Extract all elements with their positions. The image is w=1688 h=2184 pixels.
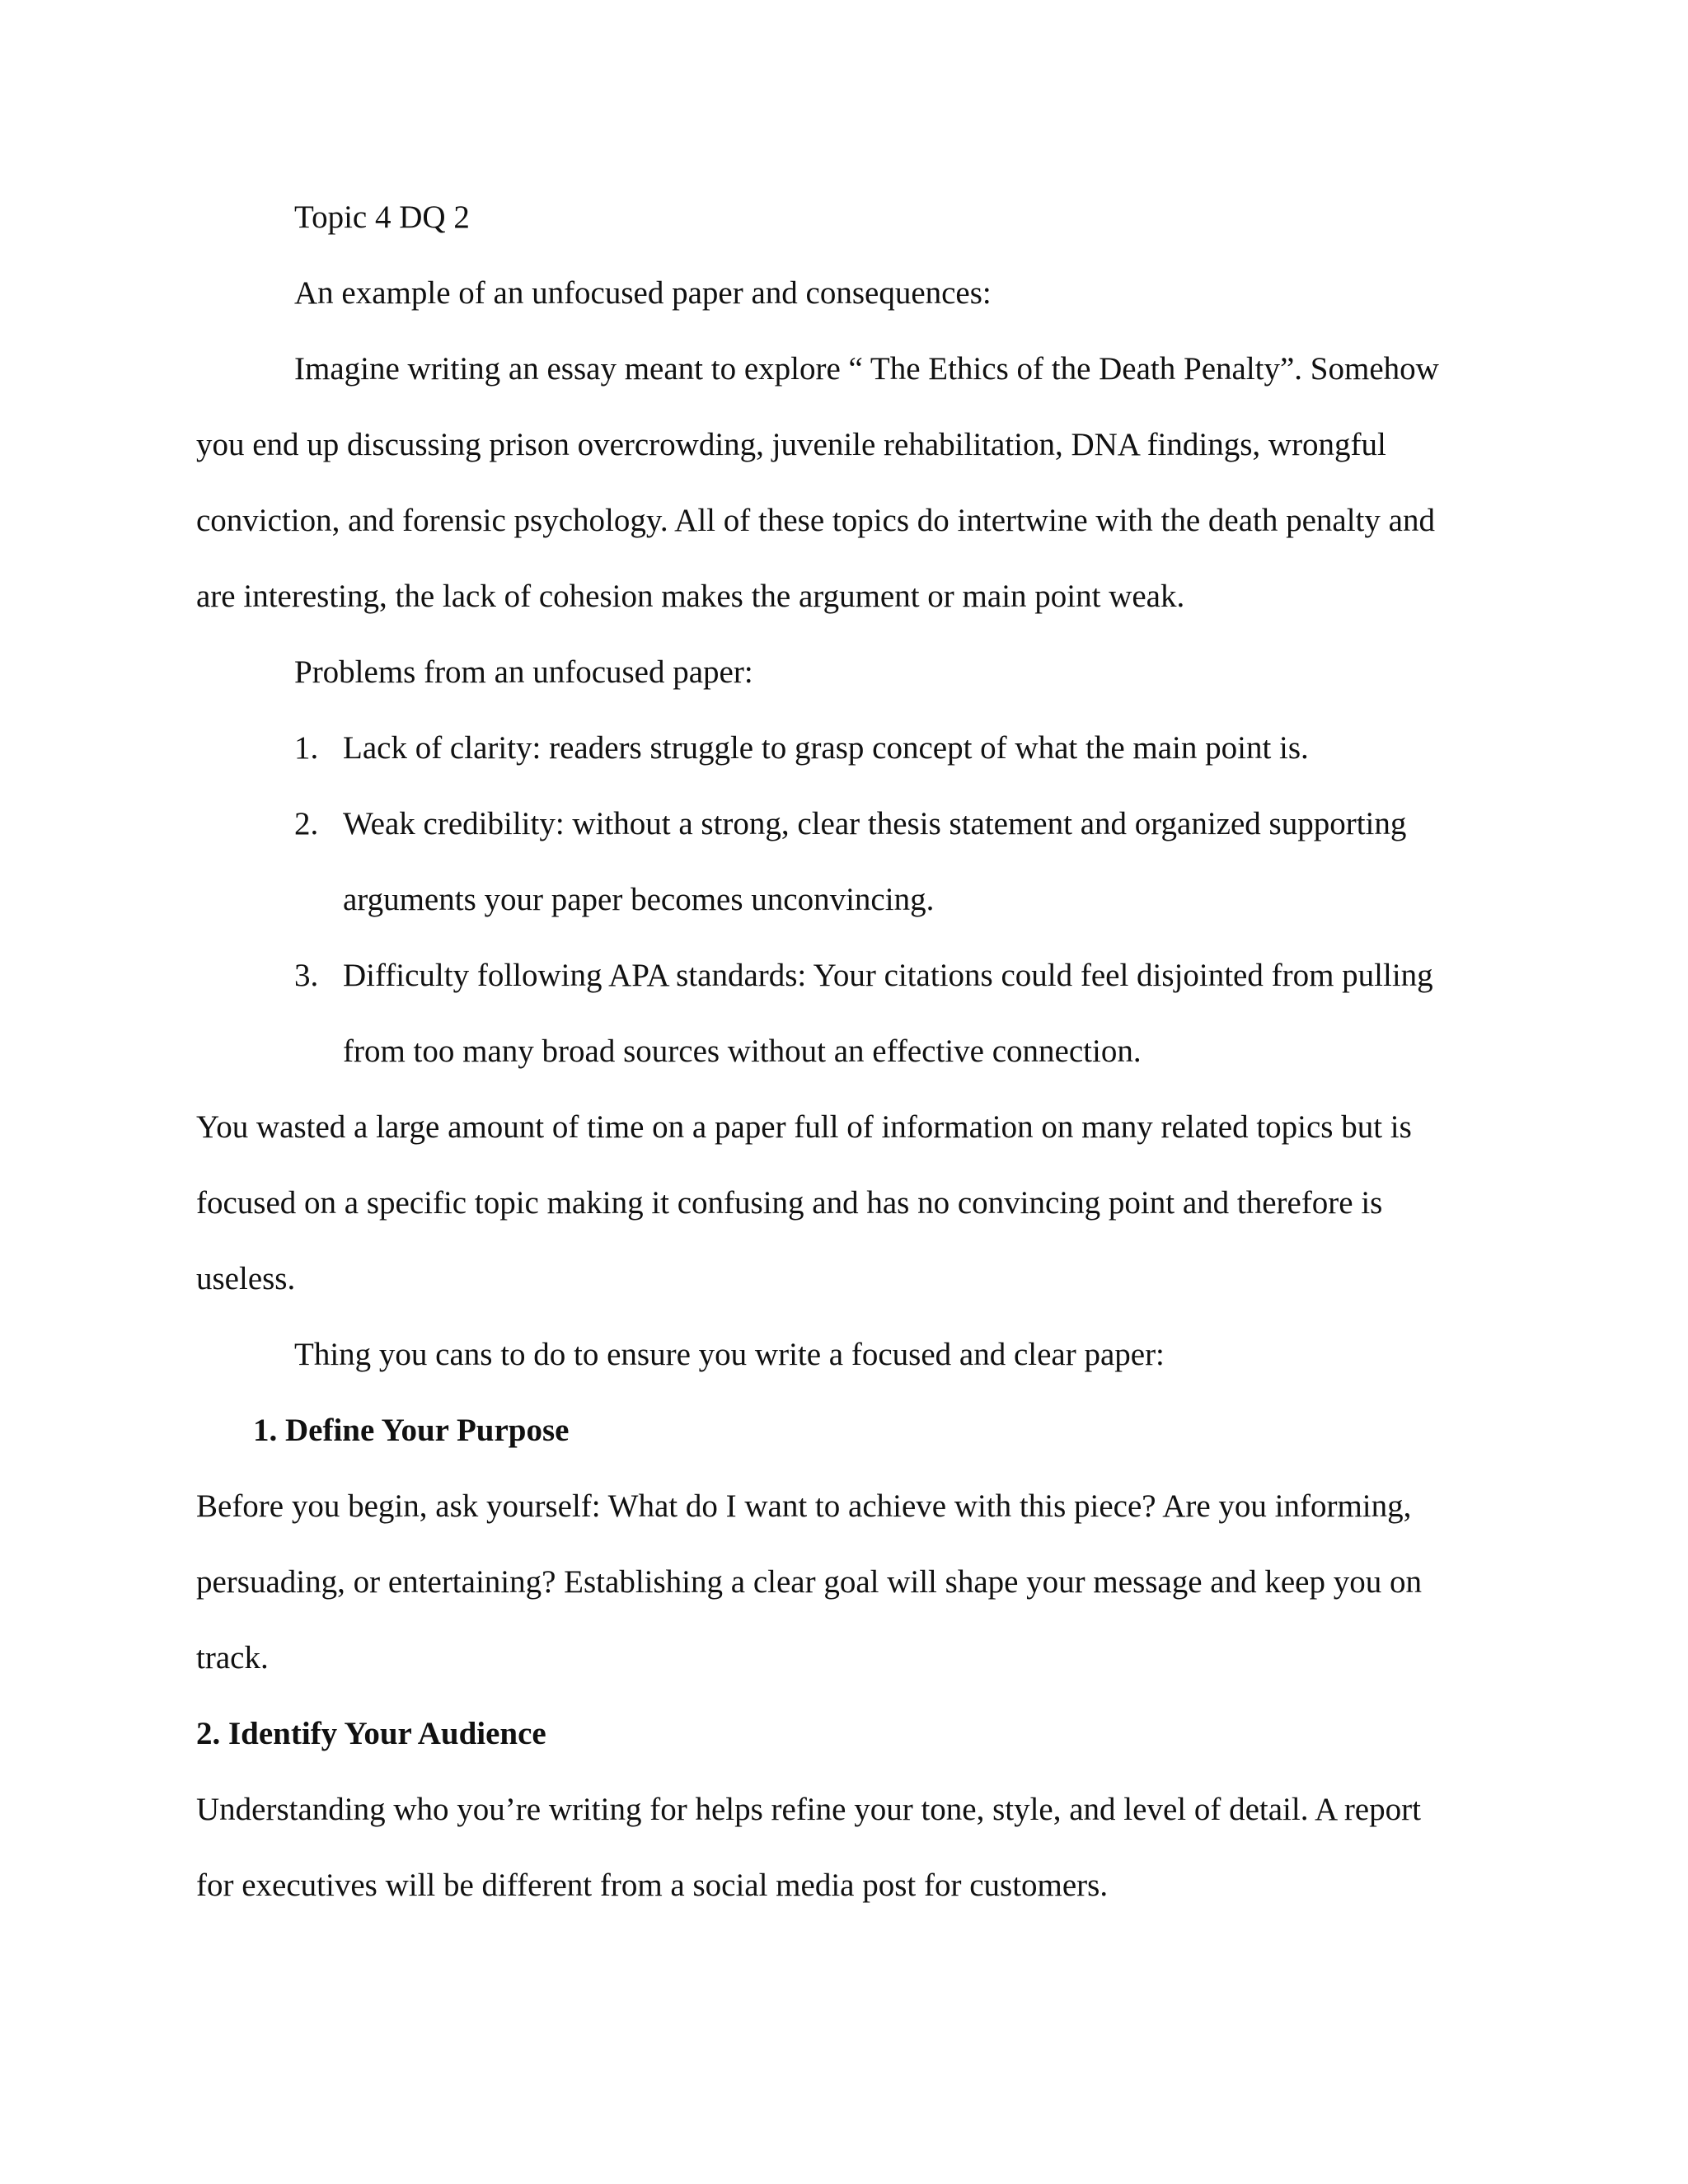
conclusion-line: You wasted a large amount of time on a paper full of information on many related topics but is	[196, 1109, 1412, 1145]
section-body-line: track.	[196, 1640, 269, 1675]
section-heading-purpose: 1. Define Your Purpose	[253, 1413, 570, 1448]
list-item-text: Lack of clarity: readers struggle to grasp concept of what the main point is.	[343, 730, 1309, 766]
list-item-text: arguments your paper becomes unconvincing.	[343, 882, 935, 917]
list-item-text: Weak credibility: without a strong, clear thesis statement and organized supporting	[343, 806, 1407, 841]
conclusion-line: focused on a specific topic making it confusing and has no convincing point and therefore is	[196, 1185, 1383, 1221]
list-item-number: 2.	[294, 806, 319, 841]
list-item-number: 3.	[294, 958, 319, 993]
example-paragraph-line: are interesting, the lack of cohesion makes the argument or main point weak.	[196, 579, 1185, 614]
section-body-line: Understanding who you’re writing for helps refine your tone, style, and level of detail. A report	[196, 1792, 1421, 1827]
example-paragraph-line: you end up discussing prison overcrowding, juvenile rehabilitation, DNA findings, wrongful	[196, 427, 1386, 462]
conclusion-line: useless.	[196, 1261, 296, 1296]
document-title: Topic 4 DQ 2	[294, 199, 470, 235]
list-item-text: from too many broad sources without an effective connection.	[343, 1033, 1142, 1069]
section-body-line: for executives will be different from a social media post for customers.	[196, 1868, 1109, 1903]
example-paragraph-line: conviction, and forensic psychology. All of these topics do intertwine with the death penalty and	[196, 503, 1435, 538]
example-paragraph-line: Imagine writing an essay meant to explore “ The Ethics of the Death Penalty”. Somehow	[294, 351, 1439, 387]
problems-heading: Problems from an unfocused paper:	[294, 654, 753, 690]
intro-line: An example of an unfocused paper and consequences:	[294, 275, 992, 311]
tips-heading: Thing you cans to do to ensure you write a focused and clear paper:	[294, 1337, 1165, 1372]
list-item-number: 1.	[294, 730, 319, 766]
section-body-line: persuading, or entertaining? Establishing a clear goal will shape your message and keep you on	[196, 1564, 1422, 1600]
list-item-text: Difficulty following APA standards: Your citations could feel disjointed from pulling	[343, 958, 1433, 993]
section-heading-audience: 2. Identify Your Audience	[196, 1716, 546, 1751]
section-body-line: Before you begin, ask yourself: What do I want to achieve with this piece? Are you informing,	[196, 1488, 1412, 1524]
